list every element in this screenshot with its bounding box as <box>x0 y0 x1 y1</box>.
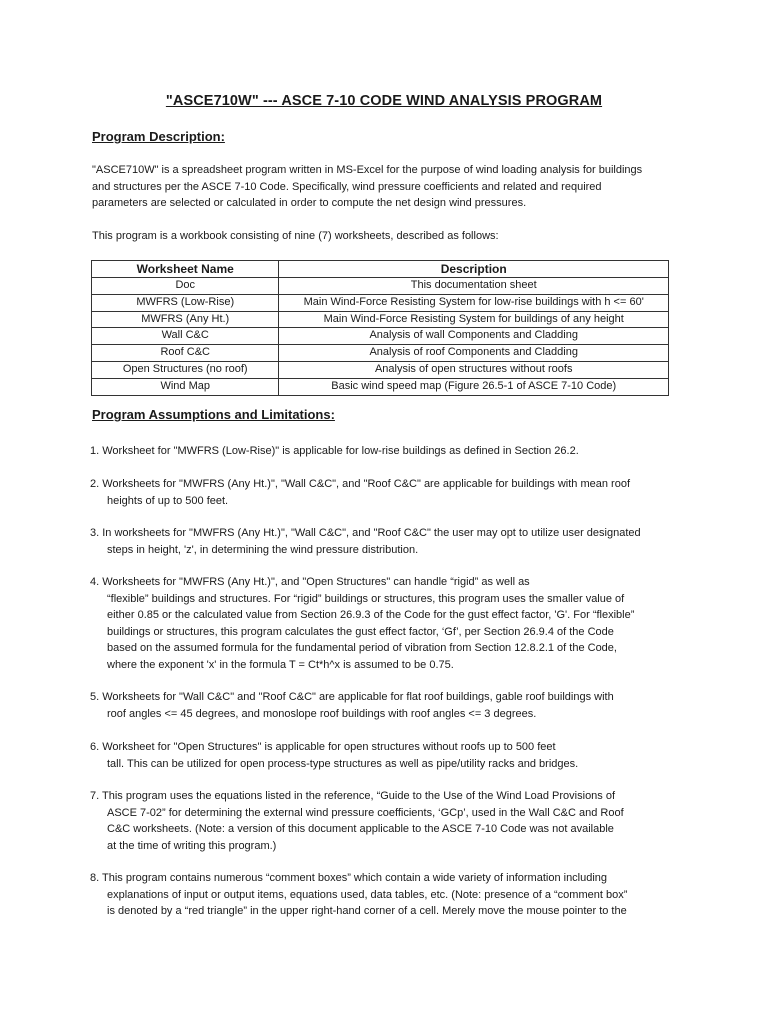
table-row <box>92 311 669 328</box>
workbook-intro <box>92 228 682 245</box>
paragraph-line: "ASCE710W" is a spreadsheet program written in MS-Excel for the purpose of wind loading analysis for buildings <box>92 164 643 176</box>
item-line: ASCE 7-02” for determining the external wind pressure coefficients, ‘GCp’, used in the Wall C&C and Roof <box>107 806 624 819</box>
item-line: at the time of writing this program.) <box>107 839 277 852</box>
item-line: either 0.85 or the calculated value from Section 26.9.3 of the Code for the gust effect factor, 'G'. For “flexible” <box>107 609 635 622</box>
item-line: 8. This program contains numerous “comment boxes” which contain a wide variety of information including <box>90 872 608 884</box>
description-cell: This documentation sheet <box>279 278 669 295</box>
item-line: 1. Worksheet for "MWFRS (Low-Rise)" is applicable for low-rise buildings as defined in Section 26.2. <box>90 445 579 457</box>
worksheet-name-cell: Open Structures (no roof) <box>92 361 279 378</box>
item-line: 6. Worksheet for "Open Structures" is applicable for open structures without roofs up to 500 feet <box>90 741 556 753</box>
worksheet-name-cell: MWFRS (Low-Rise) <box>92 294 279 311</box>
item-line: where the exponent 'x' in the formula T = Ct*h^x is assumed to be 0.75. <box>107 658 454 671</box>
item-line: roof angles <= 45 degrees, and monoslope roof buildings with roof angles <= 3 degrees. <box>107 707 537 720</box>
table-row <box>92 328 669 345</box>
program-description-paragraph <box>92 162 682 212</box>
item-line: “flexible” buildings and structures. For “rigid” buildings or structures, this program uses the smaller value of <box>107 592 625 605</box>
description-cell: Basic wind speed map (Figure 26.5-1 of ASCE 7-10 Code) <box>279 378 669 395</box>
item-line: 4. Worksheets for "MWFRS (Any Ht.)", and "Open Structures" can handle “rigid” as well as <box>90 576 530 588</box>
worksheet-name-cell: Roof C&C <box>92 345 279 362</box>
item-line: steps in height, 'z', in determining the wind pressure distribution. <box>107 543 419 556</box>
description-cell: Analysis of wall Components and Cladding <box>279 328 669 345</box>
document-title: "ASCE710W" --- ASCE 7-10 CODE WIND ANALYSIS PROGRAM <box>165 93 603 109</box>
list-item <box>90 739 690 772</box>
worksheet-name-cell: Wind Map <box>92 378 279 395</box>
item-line: buildings or structures, this program calculates the gust effect factor, ‘Gf’, per Section 26.9.4 of the Code <box>107 625 614 638</box>
table-row <box>92 294 669 311</box>
description-cell: Main Wind-Force Resisting System for buildings of any height <box>279 311 669 328</box>
list-item <box>90 476 690 509</box>
worksheet-name-cell: MWFRS (Any Ht.) <box>92 311 279 328</box>
list-item <box>90 525 690 558</box>
worksheet-name-cell: Wall C&C <box>92 328 279 345</box>
item-line: 7. This program uses the equations listed in the reference, “Guide to the Use of the Wind Load Provisions of <box>90 790 616 802</box>
column-header-description: Description <box>279 261 669 278</box>
item-line: tall. This can be utilized for open process-type structures as well as pipe/utility racks and bridges. <box>107 757 579 770</box>
list-item <box>90 689 690 722</box>
list-item <box>90 443 690 460</box>
worksheet-table <box>91 260 669 396</box>
item-line: is denoted by a “red triangle” in the upper right-hand corner of a cell. Merely move the mouse pointer to the <box>107 905 627 918</box>
table-row <box>92 361 669 378</box>
item-line: heights of up to 500 feet. <box>107 494 229 507</box>
assumptions-heading: Program Assumptions and Limitations: <box>92 407 335 422</box>
item-line: based on the assumed formula for the fundamental period of vibration from Section 12.8.2.1 of the Code, <box>107 642 617 655</box>
column-header-worksheet-name: Worksheet Name <box>92 261 279 278</box>
item-line: 3. In worksheets for "MWFRS (Any Ht.)", "Wall C&C", and "Roof C&C" the user may opt to utilize user designated <box>90 527 641 539</box>
table-row <box>92 278 669 295</box>
table-row <box>92 378 669 395</box>
table-header-row <box>92 261 669 278</box>
workbook-intro-text: This program is a workbook consisting of nine (7) worksheets, described as follows: <box>92 230 499 242</box>
item-line: 2. Worksheets for "MWFRS (Any Ht.)", "Wall C&C", and "Roof C&C" are applicable for buildings with mean roof <box>90 478 631 490</box>
worksheet-name-cell: Doc <box>92 278 279 295</box>
list-item <box>90 788 690 854</box>
item-line: C&C worksheets. (Note: a version of this document applicable to the ASCE 7-10 Code was not available <box>107 823 614 836</box>
paragraph-line: and structures per the ASCE 7-10 Code. Specifically, wind pressure coefficients and related and required <box>92 180 602 193</box>
item-line: explanations of input or output items, equations used, data tables, etc. (Note: presence of a “comment box” <box>107 888 628 901</box>
list-item <box>90 870 690 920</box>
item-line: 5. Worksheets for "Wall C&C" and "Roof C&C" are applicable for flat roof buildings, gable roof buildings with <box>90 691 614 703</box>
description-cell: Analysis of roof Components and Cladding <box>279 345 669 362</box>
list-item <box>90 574 690 674</box>
program-description-heading: Program Description: <box>92 129 225 144</box>
description-cell: Analysis of open structures without roofs <box>279 361 669 378</box>
paragraph-line: parameters are selected or calculated in order to compute the net design wind pressures. <box>92 197 527 209</box>
table-row <box>92 345 669 362</box>
description-cell: Main Wind-Force Resisting System for low-rise buildings with h <= 60' <box>279 294 669 311</box>
